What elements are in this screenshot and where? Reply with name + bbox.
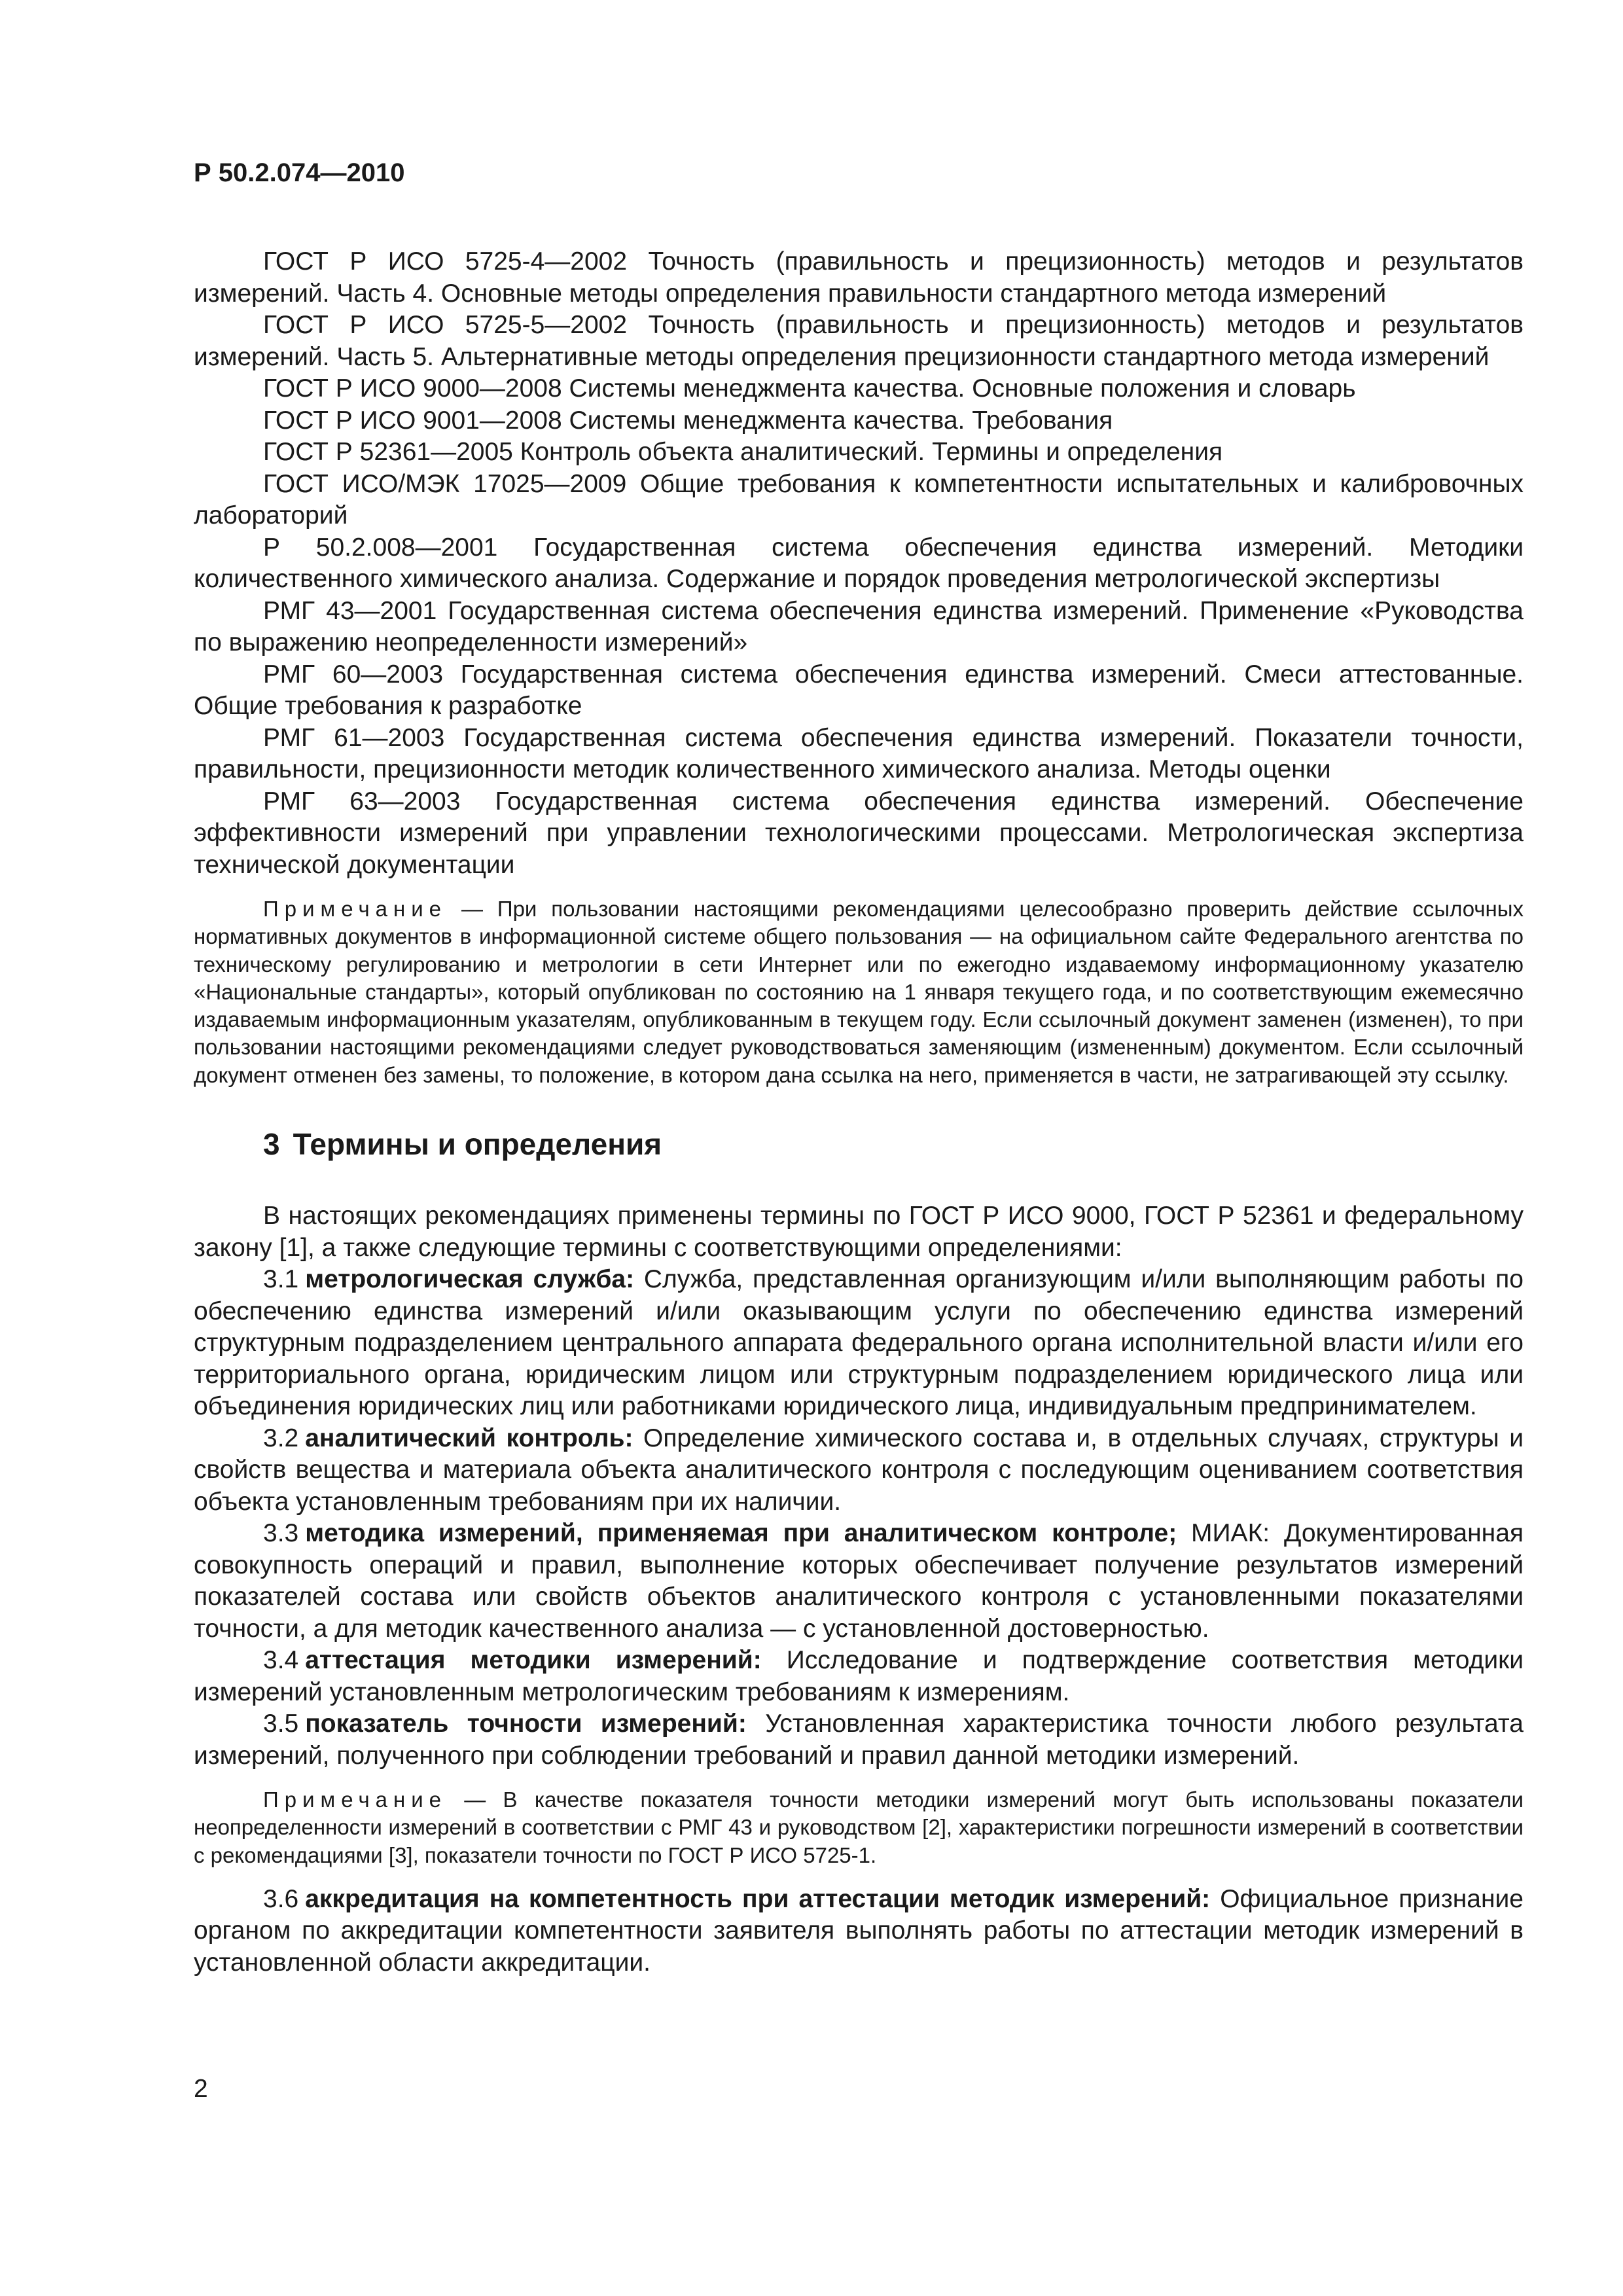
term-definition [194,1264,1524,1423]
references-note [194,895,1524,1089]
term-name: аккредитация на компетентность при аттестации методик измерений: [305,1884,1211,1913]
reference-item: ГОСТ Р 52361—2005 Контроль объекта аналитический. Термины и определения [263,438,1223,466]
term-number: 3.1 [263,1265,299,1294]
term-number: 3.4 [263,1646,299,1675]
reference-item: ГОСТ Р ИСО 9000—2008 Системы менеджмента качества. Основные положения и словарь [263,374,1356,403]
note-lead: Примечание [263,897,448,921]
reference-item: РМГ 43—2001 Государственная система обеспечения единства измерений. Применение «Руководства по выражению неопределенности измерений» [194,596,1524,656]
term-name: методика измерений, применяемая при аналитическом контроле; [305,1519,1177,1548]
reference-item: РМГ 61—2003 Государственная система обеспечения единства измерений. Показатели точности, правильности, прецизионности методик количественного химического анализа. Методы оценки [194,723,1524,783]
term-text: Официальное признание органом по аккредитации компетентности заявителя выполнять работы по аттестации методик измерений в установленной области аккредитации. [194,1884,1524,1977]
reference-item: РМГ 60—2003 Государственная система обеспечения единства измерений. Смеси аттестованные. Общие требования к разработке [194,660,1524,720]
term-definition [194,1884,1524,1979]
term-text: МИАК: Документированная совокупность операций и правил, выполнение которых обеспечивает получение результатов измерений показателей состава или свойств объектов аналитического контроля с установленными показателями точности, а для методик качественного анализа — с установленной достоверностью. [194,1519,1524,1643]
term-number: 3.3 [263,1519,299,1548]
reference-item: РМГ 63—2003 Государственная система обеспечения единства измерений. Обеспечение эффективности измерений при управлении технологическими процессами. Метрологическая экспертиза технической документации [194,787,1524,879]
section-number: 3 [263,1127,280,1162]
term-name: аналитический контроль: [305,1424,633,1452]
term-name: метрологическая служба: [305,1265,635,1294]
term-number: 3.2 [263,1424,299,1452]
term-text: Служба, представленная организующим и/или выполняющим работы по обеспечению единства измерений и/или оказывающим услуги по обеспечению единства измерений структурным подразделением центрального аппарата федерального органа исполнительной власти и/или его территориального органа, юридическим лицом или структурным подразделением юридического лица или объединения юридических лиц или работниками юридического лица, индивидуальным предпринимателем. [194,1265,1524,1421]
term-text: Исследование и подтверждение соответствия методики измерений установленным метрологическим требованиям к измерениям. [194,1646,1524,1706]
reference-item: Р 50.2.008—2001 Государственная система обеспечения единства измерений. Методики количественного химического анализа. Содержание и порядок проведения метрологической экспертизы [194,533,1524,593]
term-number: 3.5 [263,1710,299,1738]
term-definition [194,1423,1524,1518]
reference-item: ГОСТ Р ИСО 5725-4—2002 Точность (правильность и прецизионность) методов и результатов измерений. Часть 4. Основные методы определения правильности стандартного метода измерений [194,247,1524,308]
reference-item: ГОСТ ИСО/МЭК 17025—2009 Общие требования к компетентности испытательных и калибровочных лабораторий [194,469,1524,529]
term-definition [194,1518,1524,1645]
normative-references-list [194,246,1524,881]
term-text: Определение химического состава и, в отдельных случаях, структуры и свойств вещества и материала объекта аналитического контроля с последующим оцениванием соответствия объекта установленным требованиям при их наличии. [194,1424,1524,1516]
section-intro: В настоящих рекомендациях применены термины по ГОСТ Р ИСО 9000, ГОСТ Р 52361 и федеральному закону [1], а также следующие термины с соответствующими определениями: [194,1202,1524,1262]
reference-item: ГОСТ Р ИСО 9001—2008 Системы менеджмента качества. Требования [263,406,1113,435]
page-number: 2 [194,2075,208,2103]
term-number: 3.6 [263,1884,299,1913]
term-definition [194,1645,1524,1708]
note-lead: Примечание [263,1787,448,1812]
term-definition [194,1708,1524,1772]
reference-item: ГОСТ Р ИСО 5725-5—2002 Точность (правильность и прецизионность) методов и результатов измерений. Часть 5. Альтернативные методы определения прецизионности стандартного метода измерений [194,311,1524,371]
document-page [194,157,1524,1979]
note-text: — При пользовании настоящими рекомендациями целесообразно проверить действие ссылочных нормативных документов в информационной системе общего пользования — на официальном сайте Федерального агентства по техническому регулированию и метрологии в сети Интернет или по ежегодно издаваемому информационному указателю «Национальные стандарты», который опубликован по состоянию на 1 января текущего года, и по соответствующим ежемесячно издаваемым информационным указателям, опубликованным в текущем году. Если ссылочный документ заменен (изменен), то при пользовании настоящими рекомендациями следует руководствоваться заменяющим (измененным) документом. Если ссылочный документ отменен без замены, то положение, в котором дана ссылка на него, применяется в части, не затрагивающей эту ссылку. [194,897,1524,1087]
note-text: — В качестве показателя точности методики измерений могут быть использованы показатели неопределенности измерений в соответствии с РМГ 43 и руководством [2], характеристики погрешности измерений в соответствии с рекомендациями [3], показатели точности по ГОСТ Р ИСО 5725-1. [194,1787,1524,1867]
section-title: Термины и определения [293,1127,662,1162]
term-text: Установленная характеристика точности любого результата измерений, полученного при соблюдении требований и правил данной методики измерений. [194,1710,1524,1770]
term-name: показатель точности измерений: [305,1710,747,1738]
term-name: аттестация методики измерений: [305,1646,762,1675]
section-heading [263,1126,1524,1162]
document-code-header: Р 50.2.074—2010 [194,158,405,187]
term-note [194,1786,1524,1869]
